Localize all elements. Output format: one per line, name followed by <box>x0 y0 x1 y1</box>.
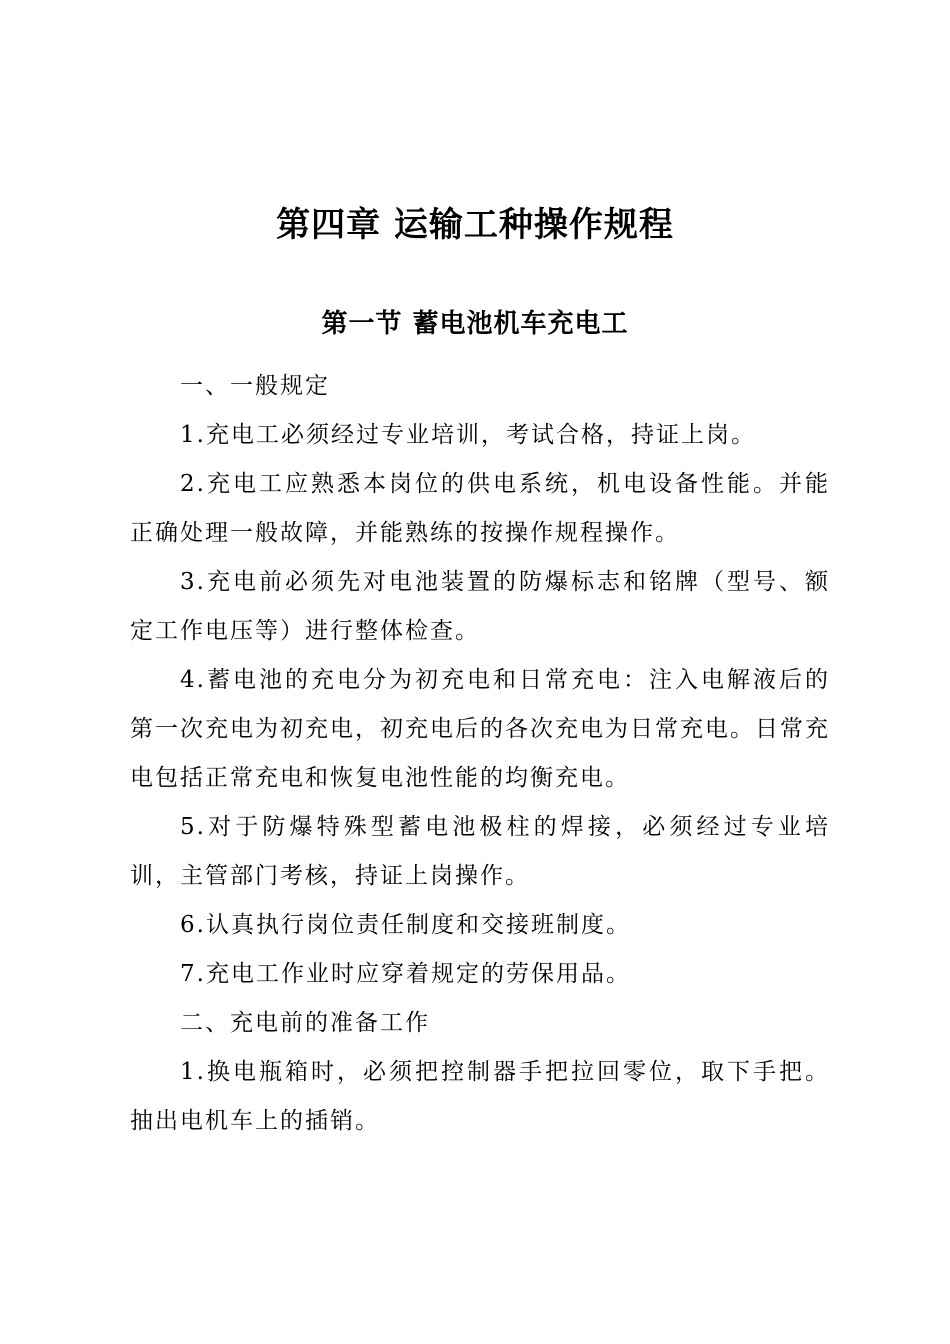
body-text <box>130 362 830 1146</box>
paragraph-item: 3.充电前必须先对电池装置的防爆标志和铭牌（型号、额定工作电压等）进行整体检查。 <box>130 569 830 644</box>
paragraph-item: 1.充电工必须经过专业培训，考试合格，持证上岗。 <box>180 422 756 448</box>
section-title: 第一节 蓄电池机车充电工 <box>321 308 629 339</box>
chapter-title: 第四章 运输工种操作规程 <box>276 204 674 245</box>
paragraph-item: 4.蓄电池的充电分为初充电和日常充电：注入电解液后的第一次充电为初充电，初充电后的各次充电为日常充电。日常充电包括正常充电和恢复电池性能的均衡充电。 <box>130 667 830 791</box>
paragraph-item: 7.充电工作业时应穿着规定的劳保用品。 <box>180 961 631 987</box>
paragraph-item: 5.对于防爆特殊型蓄电池极柱的焊接，必须经过专业培训，主管部门考核，持证上岗操作。 <box>130 814 830 889</box>
paragraph-item: 2.充电工应熟悉本岗位的供电系统，机电设备性能。并能正确处理一般故障，并能熟练的按操作规程操作。 <box>130 471 830 546</box>
paragraph-item: 6.认真执行岗位责任制度和交接班制度。 <box>180 912 631 938</box>
heading-general-rules: 一、一般规定 <box>180 373 330 399</box>
heading-preparation: 二、充电前的准备工作 <box>180 1010 430 1036</box>
paragraph-item: 1.换电瓶箱时，必须把控制器手把拉回零位，取下手把。抽出电机车上的插销。 <box>130 1059 830 1134</box>
